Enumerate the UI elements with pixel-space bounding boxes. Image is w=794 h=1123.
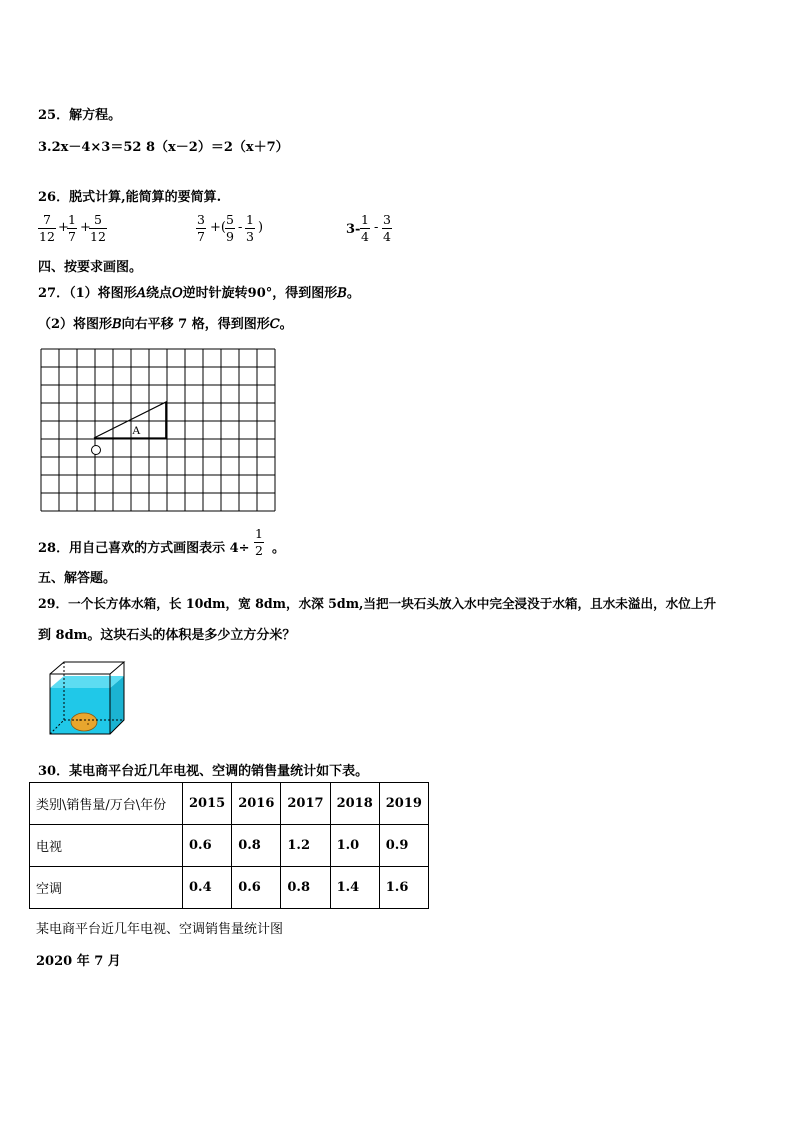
water-tank-illustration bbox=[46, 658, 130, 740]
numerator: 3 bbox=[383, 212, 391, 227]
denominator: 12 bbox=[39, 229, 55, 244]
table-cell: 0.4 bbox=[183, 867, 232, 909]
table-header-cell: 2019 bbox=[379, 783, 428, 825]
q29-line-1: 29．一个长方体水箱，长 10dm，宽 8dm，水深 5dm,当把一块石头放入水中完全浸没于水箱，且水未溢出，水位上升 bbox=[38, 596, 717, 611]
section-5-heading: 五、解答题。 bbox=[38, 571, 117, 586]
q26-expr1-fraction-2 bbox=[67, 212, 77, 245]
table-header-cell: 2016 bbox=[232, 783, 281, 825]
numerator: 5 bbox=[93, 212, 102, 227]
table-header-cell: 2018 bbox=[330, 783, 379, 825]
numerator: 1 bbox=[246, 212, 254, 227]
stone-icon bbox=[71, 713, 97, 731]
numerator: 3 bbox=[197, 212, 205, 227]
denominator: 4 bbox=[361, 229, 369, 244]
table-cell: 1.4 bbox=[330, 867, 379, 909]
table-cell: 1.0 bbox=[330, 825, 379, 867]
q25-title: 25．解方程。 bbox=[38, 108, 122, 123]
table-row bbox=[30, 825, 429, 867]
table-header-row bbox=[30, 783, 429, 825]
table-cell: 1.2 bbox=[281, 825, 330, 867]
numerator: 5 bbox=[226, 212, 234, 227]
denominator: 9 bbox=[226, 229, 234, 244]
operator: + bbox=[58, 220, 69, 235]
table-cell: 0.9 bbox=[379, 825, 428, 867]
q30-title: 30．某电商平台近几年电视、空调的销售量统计如下表。 bbox=[38, 764, 369, 779]
denominator: 2 bbox=[255, 543, 263, 558]
q28-text: 28．用自己喜欢的方式画图表示 4÷ bbox=[38, 541, 250, 556]
q26-expr2-fraction-1 bbox=[196, 212, 206, 245]
q27-grid-figure bbox=[40, 348, 276, 512]
table-header-cell: 2015 bbox=[183, 783, 232, 825]
table-cell: 0.6 bbox=[232, 867, 281, 909]
q27-line-1: 27．（1）将图形𝐴绕点𝑂逆时针旋转90°，得到图形𝐵。 bbox=[38, 286, 360, 301]
q26-expr3-fraction-1 bbox=[360, 212, 370, 245]
table-cell: 0.8 bbox=[281, 867, 330, 909]
q28-fraction bbox=[254, 526, 264, 559]
table-cell: 电视 bbox=[30, 825, 183, 867]
table-row bbox=[30, 867, 429, 909]
operator: +( bbox=[210, 220, 226, 235]
sales-table bbox=[29, 782, 429, 909]
denominator: 3 bbox=[246, 229, 254, 244]
q26-title: 26．脱式计算,能简算的要简算. bbox=[38, 190, 222, 205]
table-header-cell: 类别\销售量/万台\年份 bbox=[30, 783, 183, 825]
numerator: 1 bbox=[68, 212, 76, 227]
denominator: 7 bbox=[68, 229, 76, 244]
table-cell: 0.6 bbox=[183, 825, 232, 867]
operator: + bbox=[80, 220, 91, 235]
operator: - bbox=[374, 220, 379, 235]
numerator: 1 bbox=[361, 212, 369, 227]
table-cell: 1.6 bbox=[379, 867, 428, 909]
operator: - bbox=[238, 220, 243, 235]
q26-expr1-fraction-1 bbox=[38, 212, 56, 245]
q26-expr3-fraction-2 bbox=[382, 212, 392, 245]
table-cell: 0.8 bbox=[232, 825, 281, 867]
numerator: 7 bbox=[42, 212, 51, 227]
table-cell: 空调 bbox=[30, 867, 183, 909]
q28-period: 。 bbox=[272, 541, 286, 556]
date-text: 2020 年 7 月 bbox=[36, 954, 121, 969]
stone-speckle bbox=[87, 723, 89, 725]
operator: 3- bbox=[346, 222, 361, 237]
q26-expr2-fraction-2 bbox=[225, 212, 235, 245]
denominator: 7 bbox=[197, 229, 205, 244]
q25-equation-2: 8（x－2）＝2（x＋7） bbox=[146, 140, 289, 155]
table-header-cell: 2017 bbox=[281, 783, 330, 825]
figure-a-triangle bbox=[94, 402, 166, 438]
q26-expr2-fraction-3 bbox=[245, 212, 255, 245]
chart-caption: 某电商平台近几年电视、空调销售量统计图 bbox=[36, 922, 284, 937]
q29-line-2: 到 8dm。这块石头的体积是多少立方分米？ bbox=[38, 628, 296, 643]
q26-expr1-fraction-3 bbox=[89, 212, 107, 245]
point-o-marker bbox=[92, 446, 101, 455]
figure-a-label: A bbox=[132, 423, 141, 437]
operator: ) bbox=[258, 220, 264, 235]
q25-equation-1: 3.2x－4×3＝52 bbox=[38, 140, 142, 155]
q27-line-2: （2）将图形𝐵向右平移 7 格，得到图形𝐶。 bbox=[38, 317, 293, 332]
denominator: 4 bbox=[383, 229, 391, 244]
section-4-heading: 四、按要求画图。 bbox=[38, 260, 143, 275]
numerator: 1 bbox=[255, 526, 263, 541]
denominator: 12 bbox=[90, 229, 106, 244]
